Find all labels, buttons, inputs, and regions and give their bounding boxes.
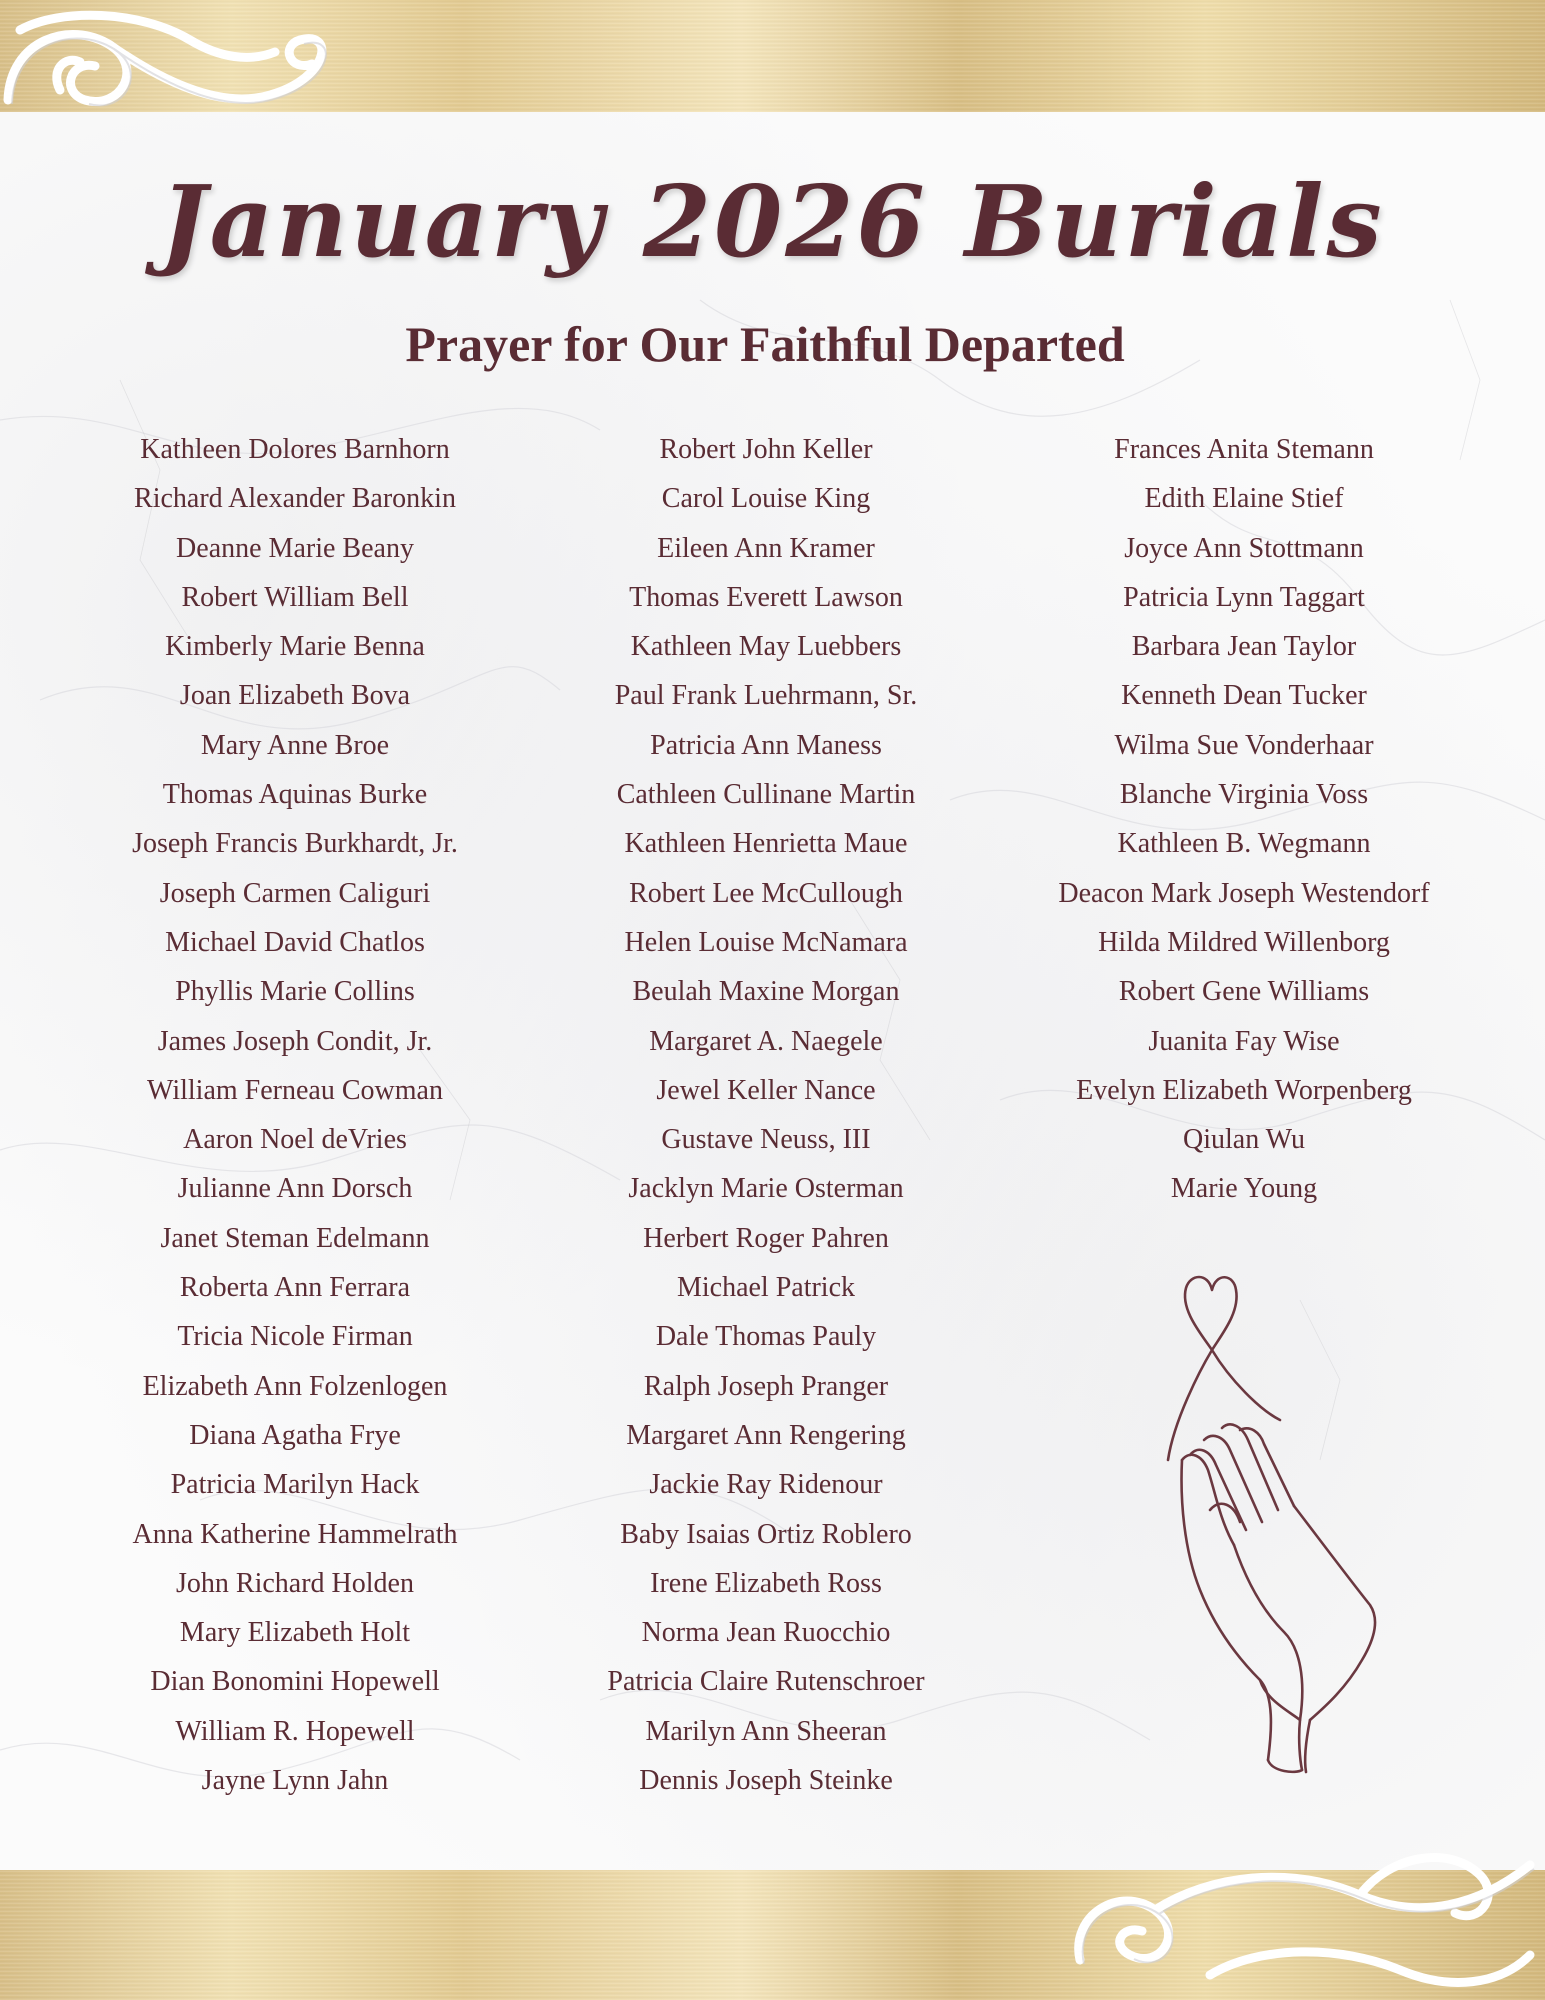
name-entry: John Richard Holden xyxy=(176,1567,414,1599)
name-entry: Kathleen Henrietta Maue xyxy=(624,828,908,860)
name-entry: Robert John Keller xyxy=(659,434,873,465)
name-entry: Eileen Ann Kramer xyxy=(657,532,875,564)
name-entry: Patricia Lynn Taggart xyxy=(1123,581,1365,613)
name-entry: Patricia Claire Rutenschroer xyxy=(607,1666,925,1698)
name-entry: Gustave Neuss, III xyxy=(661,1124,871,1156)
name-entry: Jackie Ray Ridenour xyxy=(649,1469,883,1501)
name-entry: Robert Lee McCullough xyxy=(629,877,903,909)
name-entry: Anna Katherine Hammelrath xyxy=(132,1518,458,1550)
name-entry: Diana Agatha Frye xyxy=(189,1419,401,1451)
name-entry: Beulah Maxine Morgan xyxy=(632,976,900,1008)
name-entry: Barbara Jean Taylor xyxy=(1131,631,1357,663)
name-entry: Richard Alexander Baronkin xyxy=(134,483,456,515)
name-entry: Carol Louise King xyxy=(661,483,871,515)
name-entry: Elizabeth Ann Folzenlogen xyxy=(142,1370,448,1402)
name-entry: Joyce Ann Stottmann xyxy=(1124,532,1364,564)
name-entry: Phyllis Marie Collins xyxy=(175,976,415,1008)
name-entry: Kathleen Dolores Barnhorn xyxy=(140,434,450,465)
name-entry: Herbert Roger Pahren xyxy=(643,1222,889,1254)
name-entry: Marilyn Ann Sheeran xyxy=(645,1715,887,1747)
name-entry: Margaret Ann Rengering xyxy=(626,1419,906,1451)
name-entry: Jayne Lynn Jahn xyxy=(201,1765,389,1797)
name-entry: Marie Young xyxy=(1170,1173,1318,1205)
name-entry: Dale Thomas Pauly xyxy=(655,1321,877,1353)
name-entry: Julianne Ann Dorsch xyxy=(177,1173,413,1205)
name-entry: Hilda Mildred Willenborg xyxy=(1098,926,1390,958)
name-entry: Deanne Marie Beany xyxy=(176,532,414,564)
name-entry: Qiulan Wu xyxy=(1182,1124,1305,1156)
name-entry: Baby Isaias Ortiz Roblero xyxy=(620,1518,912,1550)
name-entry: Margaret A. Naegele xyxy=(649,1025,883,1057)
name-entry: Norma Jean Ruocchio xyxy=(641,1617,891,1649)
ornament-swirl-top xyxy=(0,0,360,150)
name-entry: Robert Gene Williams xyxy=(1118,976,1370,1008)
names-column-2 xyxy=(526,430,1006,1810)
name-entry: Kimberly Marie Benna xyxy=(165,631,425,663)
name-entry: Kathleen May Luebbers xyxy=(630,631,902,663)
name-entry: Kathleen B. Wegmann xyxy=(1117,828,1371,860)
name-entry: Thomas Aquinas Burke xyxy=(162,779,428,811)
name-entry: Aaron Noel deVries xyxy=(183,1124,407,1156)
name-entry: Paul Frank Luehrmann, Sr. xyxy=(614,680,918,712)
name-entry: Mary Anne Broe xyxy=(200,729,390,761)
name-entry: Dennis Joseph Steinke xyxy=(639,1765,893,1797)
name-entry: Helen Louise McNamara xyxy=(624,926,908,958)
ornament-swirl-bottom xyxy=(1060,1835,1545,2000)
name-entry: Patricia Ann Maness xyxy=(650,729,882,761)
name-entry: Patricia Marilyn Hack xyxy=(170,1469,420,1501)
name-entry: Thomas Everett Lawson xyxy=(629,581,903,613)
name-entry: Dian Bonomini Hopewell xyxy=(150,1666,440,1698)
name-entry: Ralph Joseph Pranger xyxy=(643,1370,889,1402)
name-entry: Blanche Virginia Voss xyxy=(1119,779,1369,811)
name-entry: Tricia Nicole Firman xyxy=(177,1321,413,1353)
name-entry: Robert William Bell xyxy=(181,581,409,613)
name-entry: Michael David Chatlos xyxy=(165,926,425,958)
names-column-3 xyxy=(1004,430,1484,1219)
name-entry: James Joseph Condit, Jr. xyxy=(157,1025,433,1057)
name-entry: Michael Patrick xyxy=(676,1272,856,1304)
name-entry: Joan Elizabeth Bova xyxy=(179,680,411,712)
name-entry: Cathleen Cullinane Martin xyxy=(616,779,916,811)
name-entry: Wilma Sue Vonderhaar xyxy=(1114,729,1374,761)
name-entry: Janet Steman Edelmann xyxy=(160,1222,430,1254)
names-column-1 xyxy=(55,430,535,1810)
name-entry: Edith Elaine Stief xyxy=(1144,483,1344,515)
name-entry: Deacon Mark Joseph Westendorf xyxy=(1058,877,1430,909)
name-entry: Evelyn Elizabeth Worpenberg xyxy=(1076,1074,1412,1106)
name-entry: William Ferneau Cowman xyxy=(147,1074,443,1106)
name-entry: Jewel Keller Nance xyxy=(656,1074,876,1106)
name-entry: Irene Elizabeth Ross xyxy=(650,1567,882,1599)
name-entry: Mary Elizabeth Holt xyxy=(179,1617,411,1649)
name-entry: William R. Hopewell xyxy=(175,1715,415,1747)
praying-hands-icon xyxy=(1150,1260,1410,1780)
name-entry: Kenneth Dean Tucker xyxy=(1121,680,1367,712)
name-entry: Joseph Carmen Caliguri xyxy=(159,877,431,909)
name-entry: Roberta Ann Ferrara xyxy=(179,1272,411,1304)
name-entry: Frances Anita Stemann xyxy=(1114,434,1374,465)
name-entry: Jacklyn Marie Osterman xyxy=(628,1173,904,1205)
page-subtitle: Prayer for Our Faithful Departed xyxy=(405,316,1125,372)
name-entry: Joseph Francis Burkhardt, Jr. xyxy=(132,828,458,860)
name-entry: Juanita Fay Wise xyxy=(1148,1025,1340,1057)
page-title: January 2026 Burials xyxy=(160,165,1385,280)
